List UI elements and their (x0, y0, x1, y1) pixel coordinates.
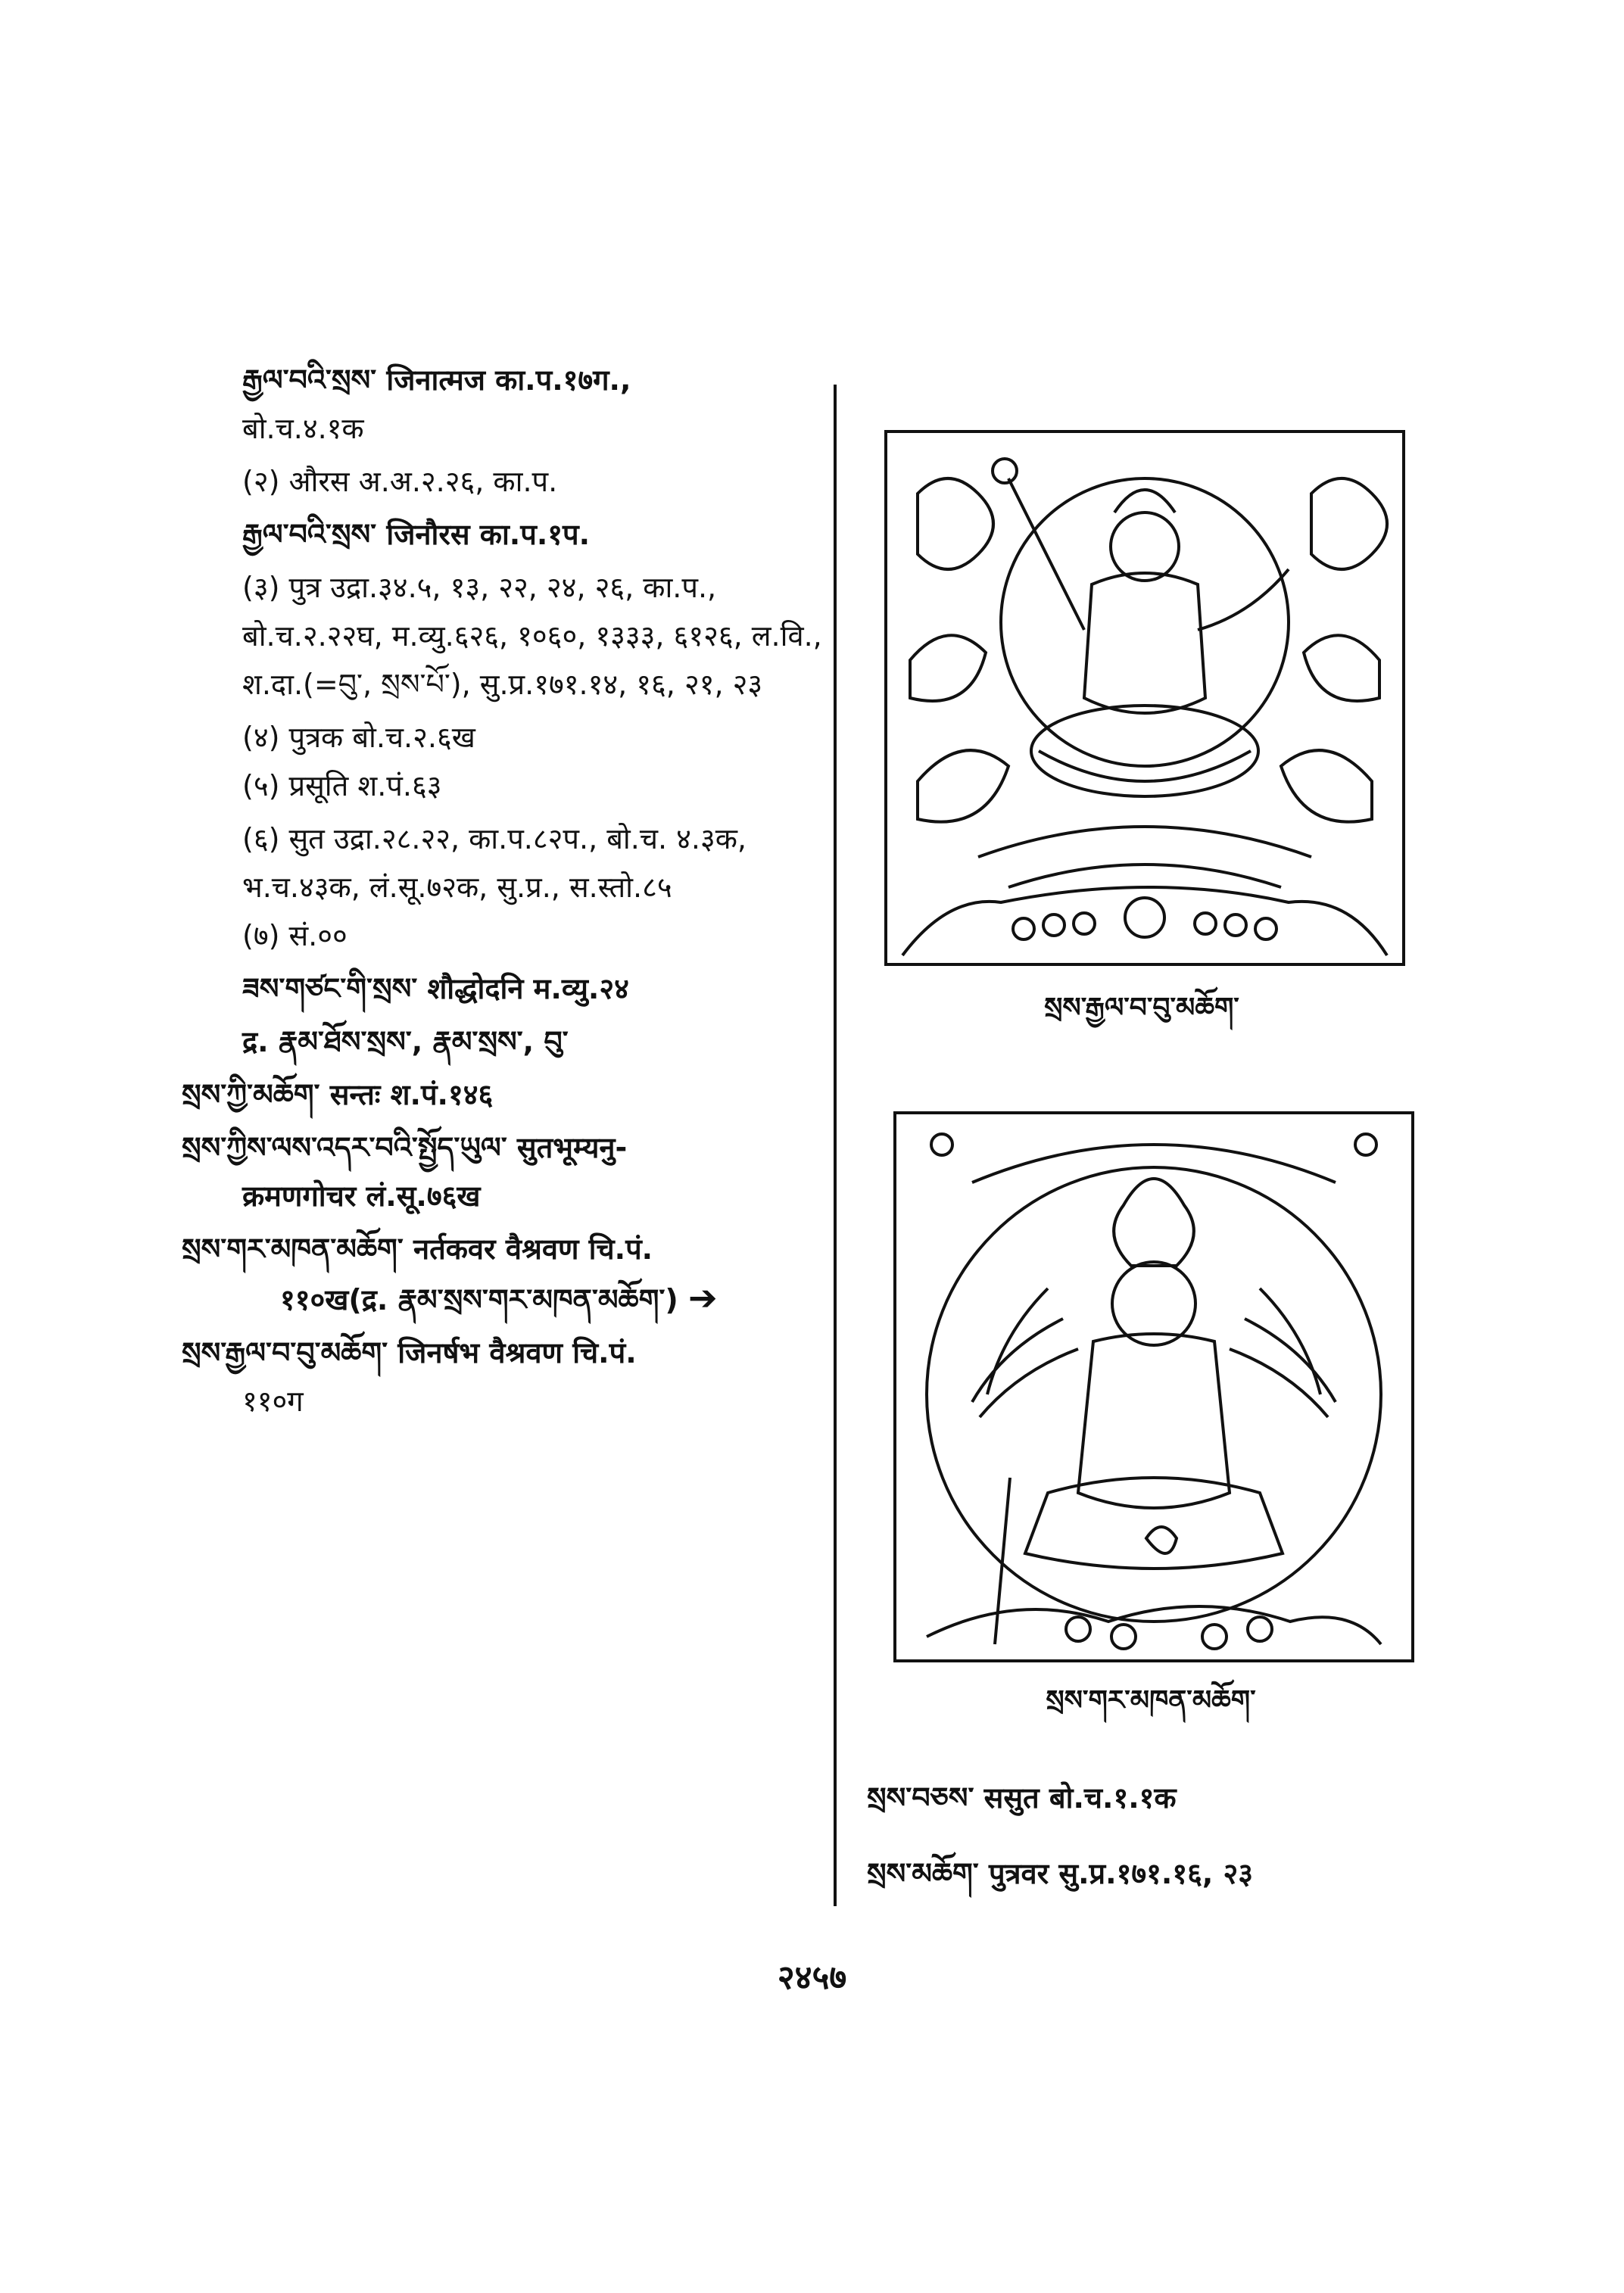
left-column (182, 356, 833, 1425)
entry-sense-6: (६) सुत उद्रा.२८.२२, का.प.८२प., बो.च. ४.३क, भ.च.४३क, लं.सू.७२क, सु.प्र., स.स्तो.८५ (242, 822, 747, 904)
entry-sense-7: (७) सं.०० (242, 919, 348, 952)
entry-continuation-110ga: ११०ग (242, 1385, 304, 1418)
entry-sense-2: (२) औरस अ.अ.२.२६, का.प. (242, 465, 558, 498)
entry-sense-4: (४) पुत्रक बो.च.२.६ख (242, 721, 475, 754)
entry-se-chog: སྲས་མཆོག་ पुत्रवर सु.प्र.१७१.१६, २३ (867, 1857, 1254, 1890)
arrow-right-icon: ➔ (687, 1277, 718, 1318)
entry-continuation: बो.च.४.१क (242, 412, 364, 445)
entry-se-kyi-le: སྲས་ཀྱིས་ལས་འདར་བའི་སྤྱོད་ཡུལ་ सुतभूम्यनु- (182, 1131, 628, 1164)
page-number: २४५७ (777, 1958, 847, 1997)
figure-caption-1: སྲས་རྒྱལ་བ་བུ་མཆོག་ (1044, 992, 1239, 1023)
entry-continuation-kramana: क्रमणगोचर लं.सू.७६ख (242, 1179, 481, 1213)
entry-se-kyi-chog: སྲས་ཀྱི་མཆོག་ सन्तः श.पं.१४६ (182, 1078, 494, 1111)
entry-text: ११०ख(द्र. རྣམ་སྲས་གར་མཁན་མཆོག་) (280, 1283, 678, 1316)
entry-se-gar-khen: སྲས་གར་མཁན་མཆོག་ नर्तकवर वैश्रवण चि.पं. (182, 1232, 653, 1266)
entry-gyalwai-se: རྒྱལ་བའི་སྲས་ जिनात्मज का.प.१७ग., (242, 363, 631, 397)
entry-se-che: སྲས་བཅས་ ससुत बो.च.१.१क (867, 1781, 1177, 1815)
seated-deity-drawing (887, 433, 1402, 963)
entry-zetsang-se: ཟས་གཙང་གི་སྲས་ शौद्धोदनि म.व्यु.२४ (242, 972, 629, 1005)
entry-se-gyalwa-bu: སྲས་རྒྱལ་བ་བུ་མཆོག་ जिनर्षभ वैश्रवण चि.पं. (182, 1336, 637, 1369)
entry-continuation-110kha (197, 1273, 833, 1324)
right-column-entries (867, 1760, 1594, 1911)
entry-sense-5: (५) प्रसूति श.पं.६३ (242, 769, 442, 802)
entry-gyalwai-se-2: རྒྱལ་བའི་སྲས་ जिनौरस का.प.१प. (242, 518, 591, 551)
wrathful-deity-drawing (896, 1114, 1411, 1659)
deity-illustration-wrathful (893, 1111, 1414, 1662)
column-divider (834, 385, 837, 1906)
figure-caption-2: སྲས་གར་མཁན་མཆོག་ (1046, 1685, 1256, 1716)
entry-cross-reference: द्र. རྣམ་ཐོས་སྲས་, རྣམ་སྲས་, བུ་ (242, 1025, 569, 1058)
deity-illustration-seated (884, 430, 1405, 966)
entry-sense-3: (३) पुत्र उद्रा.३४.५, १३, २२, २४, २६, का.प., बो.च.२.२२घ, म.व्यु.६२६, १०६०, १३३३, ६१२६, ल.वि., श.दा.(=བུ་, སྲས་པོ་), सु.प्र.१७१.१४, १६, २१, २३ (242, 571, 822, 701)
